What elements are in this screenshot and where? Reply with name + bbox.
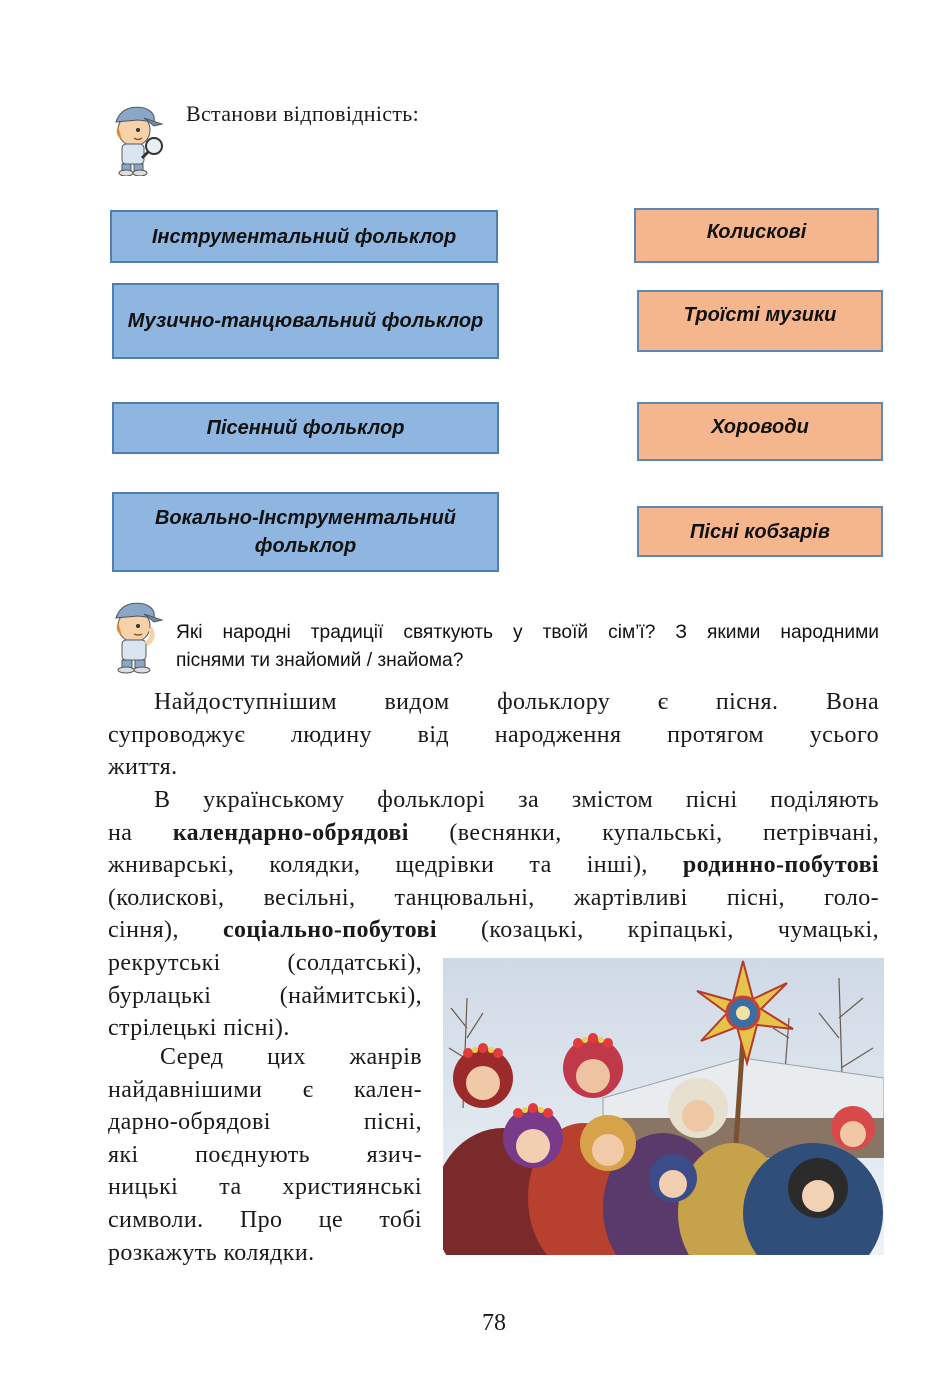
left-item-vocal-instrumental[interactable]: Вокально-Інструментальний фольклор (112, 492, 499, 572)
paragraph-line: супроводжує людину від народження протягом усього (108, 721, 879, 748)
question-line-2: піснями ти знайомий / знайома? (176, 650, 464, 671)
paragraph-line: які поєднують язич- (108, 1141, 422, 1168)
question-line-1: Які народні традиції святкують у твоїй сім’ї? З якими народними (176, 622, 879, 643)
paragraph-line: жниварські, колядки, щедрівки та інші), родинно-побутові (108, 852, 879, 879)
left-item-instrumental[interactable]: Інструментальний фольклор (110, 210, 498, 263)
paragraph-line: сіння), соціально-побутові (козацькі, кріпацькі, чумацькі, (108, 917, 879, 944)
paragraph-line: рекрутські (солдатські), (108, 950, 422, 976)
left-item-music-dance[interactable]: Музично-танцювальний фольклор (112, 283, 499, 359)
right-item-round-dances[interactable]: Хороводи (637, 402, 883, 461)
right-item-troisti-music[interactable]: Троїсті музики (637, 290, 883, 352)
right-item-lullabies[interactable]: Колискові (634, 208, 879, 263)
paragraph-line: Найдоступнішим видом фольклору є пісня. Вона (154, 689, 879, 715)
paragraph-3 (108, 1041, 422, 1269)
paragraph-line: символи. Про це тобі (108, 1206, 422, 1233)
page-number: 78 (482, 1310, 506, 1336)
right-item-kobzar-songs[interactable]: Пісні кобзарів (637, 506, 883, 557)
paragraph-line: (колискові, весільні, танцювальні, жартівливі пісні, голо- (108, 884, 879, 911)
paragraph-line: розкажуть колядки. (108, 1239, 315, 1266)
term-family-household: родинно-побутові (682, 852, 879, 879)
paragraph-line: дарно-обрядові пісні, (108, 1109, 422, 1136)
paragraph-line: Серед цих жанрів (160, 1044, 422, 1070)
paragraph-line: В українському фольклорі за змістом пісні поділяють (154, 787, 879, 813)
term-calendar-ritual: календарно-обрядові (172, 819, 409, 846)
carolers-photo (443, 958, 884, 1255)
paragraph-2 (108, 784, 879, 947)
mascot-thinking-icon (104, 598, 168, 674)
discussion-question (176, 619, 879, 675)
task-instruction: Встанови відповідність: (186, 101, 419, 126)
paragraph-1 (108, 686, 879, 784)
mascot-magnifier-icon (104, 100, 168, 176)
paragraph-line: найдавнішими є кален- (108, 1076, 422, 1103)
paragraph-line: стрілецькі пісні). (108, 1015, 290, 1042)
paragraph-2-continued (108, 947, 422, 1045)
left-item-song[interactable]: Пісенний фольклор (112, 402, 499, 454)
term-social-household: соціально-побутові (222, 917, 437, 944)
paragraph-line: на календарно-обрядові (веснянки, купальські, петрівчані, (108, 819, 879, 846)
paragraph-line: ницькі та християнські (108, 1174, 422, 1201)
paragraph-line: бурлацькі (наймитські), (108, 982, 422, 1009)
paragraph-line: життя. (108, 754, 178, 781)
